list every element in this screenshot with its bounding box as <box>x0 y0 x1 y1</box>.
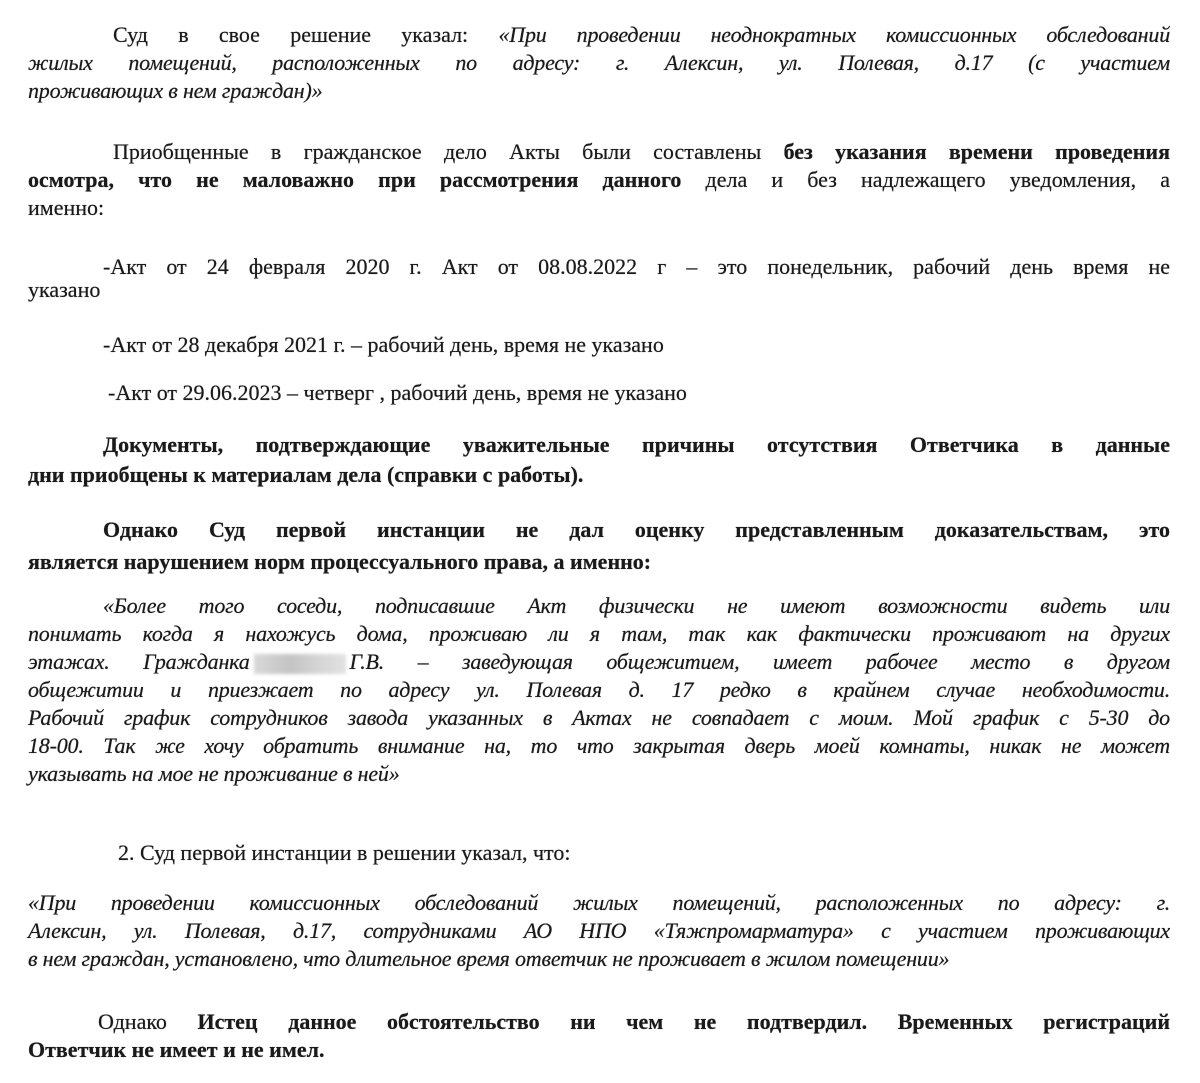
italic-quote-text: указывать на мое не проживание в ней» <box>28 761 400 786</box>
bold-text: Ответчик не имеет и не имел. <box>28 1037 325 1062</box>
paragraph-9-line <box>118 840 570 866</box>
italic-quote-text: «Более того соседи, подписавшие Акт физически не имеют возможности видеть или <box>103 593 1170 618</box>
paragraph-1-line <box>28 50 1170 76</box>
paragraph-8-line <box>103 593 1170 619</box>
paragraph-8-line <box>28 705 1170 731</box>
paragraph-4-line <box>103 332 664 358</box>
paragraph-10-line <box>28 946 949 972</box>
text: указано <box>28 277 101 302</box>
paragraph-7-line <box>28 549 651 575</box>
italic-quote-text: проживающих в нем граждан)» <box>28 78 323 103</box>
paragraph-7-line <box>103 517 1170 543</box>
bold-text: дни приобщены к материалам дела (справки с работы). <box>28 462 584 487</box>
paragraph-1-line <box>28 78 322 104</box>
paragraph-8-line <box>28 621 1170 647</box>
text: 2. Суд первой инстанции в решении указал, что: <box>118 840 571 865</box>
paragraph-8-line <box>28 761 400 787</box>
text: Суд в свое решение указал: <box>113 22 499 47</box>
text: именно: <box>28 195 105 220</box>
bold-text: Истец данное обстоятельство ни чем не подтвердил. Временных регистраций <box>197 1009 1170 1034</box>
bold-text: Однако Суд первой инстанции не дал оценку представленным доказательствам, это <box>103 517 1170 542</box>
text: -Акт от 29.06.2023 – четверг , рабочий день, время не указано <box>108 380 687 405</box>
paragraph-5-line <box>108 380 687 406</box>
text: -Акт от 28 декабря 2021 г. – рабочий день, время не указано <box>103 332 664 357</box>
paragraph-10-line <box>28 890 1170 916</box>
bold-text: Документы, подтверждающие уважительные причины отсутствия Ответчика в данные <box>103 432 1170 457</box>
italic-quote-text: Алексин, ул. Полевая, д.17, сотрудниками АО НПО «Тяжпромарматура» с участием проживающих <box>28 918 1170 943</box>
paragraph-8-line <box>28 733 1170 759</box>
paragraph-8-line <box>28 649 1170 675</box>
bold-text: без указания времени проведения <box>783 139 1171 164</box>
paragraph-6-line <box>28 462 583 488</box>
paragraph-1-line <box>113 22 1170 48</box>
paragraph-2-line <box>28 167 1170 193</box>
italic-quote-text: общежитии и приезжает по адресу ул. Полевая д. 17 редко в крайнем случае необходимости. <box>28 677 1170 702</box>
text: Однако <box>98 1009 198 1034</box>
text: дела и без надлежащего уведомления, а <box>681 167 1171 192</box>
paragraph-3-line <box>28 277 100 303</box>
bold-text: осмотра, что не маловажно при рассмотрения данного <box>28 167 682 192</box>
italic-quote-text: «При проведении неоднократных комиссионных обследований <box>498 22 1170 47</box>
text: Приобщенные в гражданское дело Акты были составлены <box>113 139 784 164</box>
italic-quote-text: жилых помещений, расположенных по адресу: г. Алексин, ул. Полевая, д.17 (с участием <box>28 50 1170 75</box>
paragraph-10-line <box>28 918 1170 944</box>
italic-quote-text: Рабочий график сотрудников завода указанных в Актах не совпадает с моим. Мой график с 5-30 до <box>28 705 1170 730</box>
paragraph-6-line <box>103 432 1170 458</box>
italic-quote-text: этажах. Гражданка <box>28 649 250 674</box>
text: -Акт от 24 февраля 2020 г. Акт от 08.08.2022 г – это понедельник, рабочий день время не <box>103 254 1170 279</box>
paragraph-8-line <box>28 677 1170 703</box>
italic-quote-text: в нем граждан, установлено, что длительное время ответчик не проживает в жилом помещении» <box>28 946 950 971</box>
paragraph-11-line <box>98 1009 1170 1035</box>
italic-quote-text: понимать когда я нахожусь дома, проживаю ли я там, так как фактически проживают на других <box>28 621 1170 646</box>
paragraph-2-line <box>28 195 104 221</box>
italic-quote-text: 18-00. Так же хочу обратить внимание на, то что закрытая дверь моей комнаты, никак не может <box>28 733 1170 758</box>
italic-quote-text: «При проведении комиссионных обследований жилых помещений, расположенных по адресу: г. <box>28 890 1170 915</box>
redacted-name <box>254 654 346 674</box>
paragraph-11-line <box>28 1037 324 1063</box>
paragraph-2-line <box>113 139 1170 165</box>
paragraph-3-line <box>103 254 1170 280</box>
bold-text: является нарушением норм процессуального права, а именно: <box>28 549 652 574</box>
italic-quote-text: Г.В. – заведующая общежитием, имеет рабочее место в другом <box>349 649 1170 674</box>
